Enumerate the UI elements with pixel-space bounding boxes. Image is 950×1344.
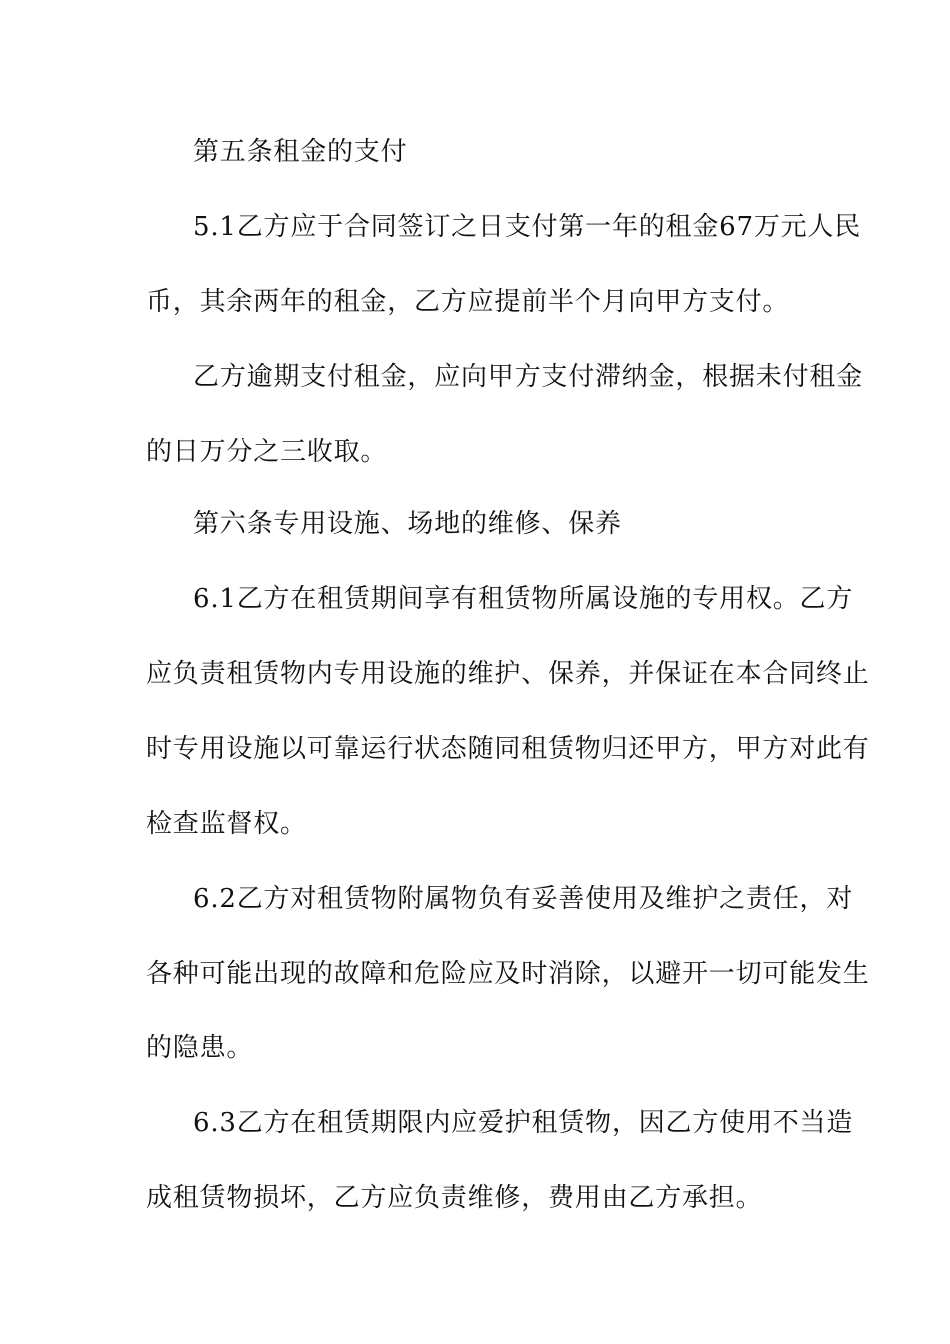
late-payment-line-1: 乙方逾期支付租金，应向甲方支付滞纳金，根据未付租金 [193, 362, 864, 392]
clause-5-1-line-2: 币，其余两年的租金，乙方应提前半个月向甲方支付。 [146, 287, 790, 317]
clause-6-1-line-2: 应负责租赁物内专用设施的维护、保养，并保证在本合同终止 [146, 659, 870, 689]
clause-6-1-line-1: 6.1乙方在租赁期间享有租赁物所属设施的专用权。乙方 [193, 584, 854, 614]
clause-6-1-line-4: 检查监督权。 [146, 809, 307, 839]
clause-6-2-line-3: 的隐患。 [146, 1033, 254, 1063]
clause-6-3-line-2: 成租赁物损坏，乙方应负责维修，费用由乙方承担。 [146, 1183, 763, 1213]
clause-5-1-line-1: 5.1乙方应于合同签订之日支付第一年的租金67万元人民 [193, 212, 862, 242]
clause-6-1-line-3: 时专用设施以可靠运行状态随同租赁物归还甲方，甲方对此有 [146, 734, 870, 764]
clause-6-2-line-2: 各种可能出现的故障和危险应及时消除，以避开一切可能发生 [146, 959, 870, 989]
clause-6-2-line-1: 6.2乙方对租赁物附属物负有妥善使用及维护之责任，对 [193, 884, 854, 914]
late-payment-line-2: 的日万分之三收取。 [146, 437, 388, 467]
article-5-heading: 第五条租金的支付 [193, 137, 408, 167]
clause-6-3-line-1: 6.3乙方在租赁期限内应爱护租赁物，因乙方使用不当造 [193, 1108, 854, 1138]
article-6-heading: 第六条专用设施、场地的维修、保养 [193, 509, 622, 539]
